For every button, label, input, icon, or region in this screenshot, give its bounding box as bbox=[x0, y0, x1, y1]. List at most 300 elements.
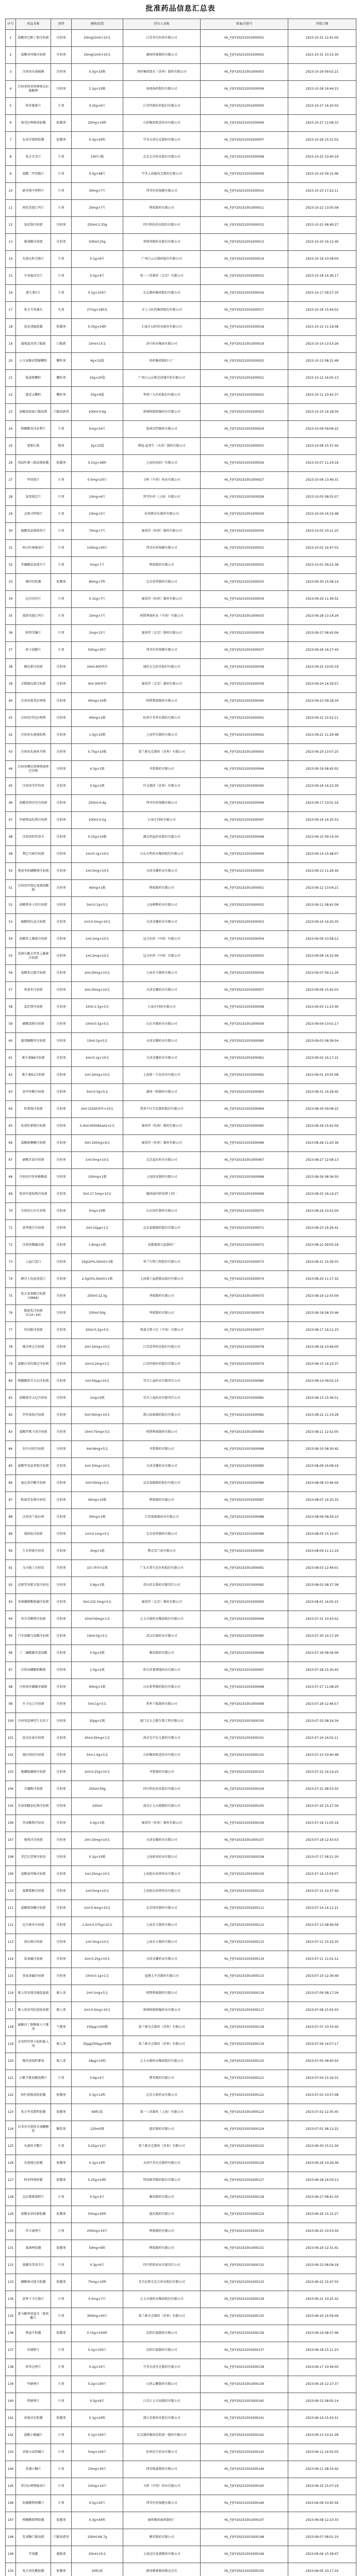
registration-number: HL_FJYY20231001000107 bbox=[201, 1832, 288, 1849]
drug-name: 桉柠蒎肠溶软胶囊 bbox=[16, 2087, 51, 2104]
holder-name: 哈药集团制药六厂 bbox=[123, 353, 201, 370]
spec-package: 0.75g×10瓶 bbox=[72, 744, 123, 761]
holder-name: 华瑞制药有限公司 bbox=[123, 1305, 201, 1322]
registration-number: HL_FJYY20231001000048 bbox=[201, 829, 288, 846]
table-row bbox=[6, 1628, 356, 1645]
spec-package: 2ml:0.5mg×10支 bbox=[72, 2002, 123, 2019]
holder-name: 惠氏制药有限公司 bbox=[123, 2206, 201, 2223]
approval-date: 2023-09-04 13:01:17 bbox=[288, 1016, 356, 1033]
table-row bbox=[6, 2206, 356, 2223]
dosage-form: 注射剂 bbox=[51, 1288, 72, 1305]
spec-package: 0.3g×6片 bbox=[72, 2257, 123, 2274]
row-number: 137 bbox=[6, 2342, 16, 2359]
holder-name: 辉瑞制药有限公司 bbox=[123, 1492, 201, 1509]
registration-number: HL_FJYY20231001000035 bbox=[201, 608, 288, 625]
row-number: 46 bbox=[6, 795, 16, 812]
drug-name: 注射用磷酸肌酸钠 bbox=[16, 1662, 51, 1679]
dosage-form: 片剂 bbox=[51, 285, 72, 302]
table-row bbox=[6, 387, 356, 404]
table-row bbox=[6, 591, 356, 608]
holder-name: 雅培制药有限公司 bbox=[123, 2189, 201, 2206]
holder-name: 宜昌人福药业有限责任公司 bbox=[123, 1390, 201, 1407]
row-number: 81 bbox=[6, 1390, 16, 1407]
spec-package: 1.5ml:0.375g×10支 bbox=[72, 1917, 123, 1934]
approval-date: 2023-08-18 08:33:46 bbox=[288, 1305, 356, 1322]
spec-package: 2ml:10μg×1支 bbox=[72, 1220, 123, 1237]
holder-name: 四川科伦药业股份有限公司 bbox=[123, 1781, 201, 1798]
drug-name: 右美沙芬愈创甘油醚糖浆 bbox=[16, 2121, 51, 2138]
drug-name: 复方甲氧那明胶囊 bbox=[16, 2104, 51, 2121]
approval-date: 2023-08-17 16:11:23 bbox=[288, 1322, 356, 1339]
dosage-form: 颗粒剂 bbox=[51, 370, 72, 387]
approval-date: 2023-09-19 08:45:02 bbox=[288, 761, 356, 778]
drug-name: 甲硝唑氯化钠注射液 bbox=[16, 812, 51, 829]
dosage-form: 注射剂 bbox=[51, 1713, 72, 1730]
registration-number: HL_FJYY20231001000100 bbox=[201, 1713, 288, 1730]
dosage-form: 片剂 bbox=[51, 2138, 72, 2155]
row-number: 88 bbox=[6, 1509, 16, 1526]
approval-date: 2023-09-28 13:14:29 bbox=[288, 608, 356, 625]
drug-name: 人血白蛋白 bbox=[16, 1254, 51, 1271]
holder-name: 正大天晴药业集团股份有限公司 bbox=[123, 1611, 201, 1628]
drug-name: 硫酸氢氯吡格雷片 bbox=[16, 523, 51, 540]
registration-number: HL_FJYY20231001000102 bbox=[201, 1747, 288, 1764]
holder-name: 拜耳医药（上海）有限公司 bbox=[123, 489, 201, 506]
row-number: 73 bbox=[6, 1254, 16, 1271]
table-row bbox=[6, 1815, 356, 1832]
drug-name: 板蓝根颗粒 bbox=[16, 370, 51, 387]
approval-date: 2023-10-22 13:05:58 bbox=[288, 200, 356, 217]
row-number: 146 bbox=[6, 2495, 16, 2512]
registration-number: HL_FJYY20231001000136 bbox=[201, 2325, 288, 2342]
approval-date: 2023-10-03 10:11:25 bbox=[288, 523, 356, 540]
dosage-form: 注射剂 bbox=[51, 1084, 72, 1101]
table-row bbox=[6, 1509, 356, 1526]
table-row bbox=[6, 47, 356, 64]
row-number: 74 bbox=[6, 1271, 16, 1288]
registration-number: HL_FJYY20231001000006 bbox=[201, 115, 288, 132]
approval-date: 2023-07-01 08:13:22 bbox=[288, 2121, 356, 2138]
registration-number: HL_FJYY20231001000013 bbox=[201, 234, 288, 251]
holder-name: 北京泰德制药股份有限公司 bbox=[123, 1475, 201, 1492]
row-number: 124 bbox=[6, 2121, 16, 2138]
approval-date: 2023-07-29 08:56:06 bbox=[288, 1645, 356, 1662]
holder-name: 西安杨森制药有限公司 bbox=[123, 2461, 201, 2478]
dosage-form: 胶囊剂 bbox=[51, 2172, 72, 2189]
holder-name: 江苏恒瑞医药股份有限公司 bbox=[123, 98, 201, 115]
dosage-form: 胶囊剂 bbox=[51, 2410, 72, 2427]
holder-name: 辉瑞制药有限公司 bbox=[123, 200, 201, 217]
approval-date: 2023-09-21 11:29:48 bbox=[288, 727, 356, 744]
table-row bbox=[6, 540, 356, 557]
holder-name: 杭州默沙东制药有限公司 bbox=[123, 506, 201, 523]
spec-package: 0.1g×10粒 bbox=[72, 2155, 123, 2172]
approval-date: 2023-07-03 10:57:08 bbox=[288, 2087, 356, 2104]
row-number: 60 bbox=[6, 1033, 16, 1050]
spec-package: 0.5g×20片 bbox=[72, 2495, 123, 2512]
holder-name: 德国威玛舒培博士药厂 bbox=[123, 1186, 201, 1203]
spec-package: 0.4ml:4000AXaIU×2支 bbox=[72, 1118, 123, 1135]
table-row bbox=[6, 2138, 356, 2155]
registration-number: HL_FJYY20231001000004 bbox=[201, 81, 288, 98]
row-number: 1 bbox=[6, 30, 16, 47]
registration-number: HL_FJYY20231001000113 bbox=[201, 1934, 288, 1951]
holder-name: 珠海联邦制药股份有限公司 bbox=[123, 2172, 201, 2189]
approval-date: 2023-07-02 12:35:45 bbox=[288, 2104, 356, 2121]
holder-name: 江苏恒瑞医药股份有限公司 bbox=[123, 1356, 201, 1373]
approval-date: 2023-06-14 15:43:51 bbox=[288, 2410, 356, 2427]
row-number: 118 bbox=[6, 2019, 16, 2036]
row-number: 110 bbox=[6, 1883, 16, 1900]
drug-name: 盐酸罗哌卡因注射液 bbox=[16, 1424, 51, 1441]
row-number: 58 bbox=[6, 999, 16, 1016]
registration-number: HL_FJYY20231001000103 bbox=[201, 1764, 288, 1781]
drug-name: 盐酸莫西沙星注射液 bbox=[16, 795, 51, 812]
spec-package: 20mg×7片 bbox=[72, 200, 123, 217]
row-number: 6 bbox=[6, 115, 16, 132]
row-number: 59 bbox=[6, 1016, 16, 1033]
drug-name: 碳酸氢钠注射液 bbox=[16, 1016, 51, 1033]
approval-date: 2023-07-05 08:45:54 bbox=[288, 2053, 356, 2070]
table-row bbox=[6, 2308, 356, 2325]
drug-name: 葡萄糖注射液 bbox=[16, 234, 51, 251]
row-number: 143 bbox=[6, 2444, 16, 2461]
registration-number: HL_FJYY20231001000131 bbox=[201, 2240, 288, 2257]
table-row bbox=[6, 1339, 356, 1356]
registration-number: HL_FJYY20231001000118 bbox=[201, 2019, 288, 2036]
approval-date: 2023-07-21 08:53:02 bbox=[288, 1781, 356, 1798]
dosage-form: 注射剂 bbox=[51, 30, 72, 47]
dosage-form: 注射剂 bbox=[51, 1730, 72, 1747]
row-number: 12 bbox=[6, 217, 16, 234]
table-row bbox=[6, 2189, 356, 2206]
dosage-form: 注射剂 bbox=[51, 1271, 72, 1288]
drug-name: 奥拉西坦注射液 bbox=[16, 1747, 51, 1764]
drug-name: 注射用哌拉西林钠他唑巴坦钠 bbox=[16, 761, 51, 778]
spec-package: 1.2g×10瓶 bbox=[72, 81, 123, 98]
drug-name: 苯巴比妥钠注射用 bbox=[16, 1849, 51, 1866]
spec-package: 100μg×200揿 bbox=[72, 2019, 123, 2036]
dosage-form: 吸入剂 bbox=[51, 1985, 72, 2002]
drug-name: 硫酸沙丁胺醇吸入气雾剂 bbox=[16, 2019, 51, 2036]
drug-name: 氟康唑胶囊 bbox=[16, 2240, 51, 2257]
registration-number: HL_FJYY20231001000096 bbox=[201, 1645, 288, 1662]
registration-number: HL_FJYY20231001000060 bbox=[201, 1033, 288, 1050]
table-row bbox=[6, 115, 356, 132]
table-row bbox=[6, 1900, 356, 1917]
dosage-form: 胶囊剂 bbox=[51, 2325, 72, 2342]
holder-name: 常州兰陵制药有限公司 bbox=[123, 1696, 201, 1713]
holder-name: 天津金耀药业有限公司 bbox=[123, 914, 201, 931]
approval-date: 2023-06-12 14:55:05 bbox=[288, 2444, 356, 2461]
row-number: 30 bbox=[6, 523, 16, 540]
row-number: 27 bbox=[6, 472, 16, 489]
approval-date: 2023-09-03 08:39:54 bbox=[288, 1033, 356, 1050]
holder-name: 葛兰素史克制药（苏州）有限公司 bbox=[123, 2036, 201, 2053]
dosage-form: 气雾剂 bbox=[51, 2019, 72, 2036]
table-row bbox=[6, 81, 356, 98]
drug-name: 重酒石酸去甲肾上腺素注射液 bbox=[16, 948, 51, 965]
row-number: 86 bbox=[6, 1475, 16, 1492]
table-row bbox=[6, 744, 356, 761]
row-number: 144 bbox=[6, 2461, 16, 2478]
drug-name: 乳果糖口服溶液 bbox=[16, 2529, 51, 2546]
registration-number: HL_FJYY20231001000111 bbox=[201, 1900, 288, 1917]
approval-date: 2023-08-13 15:36:51 bbox=[288, 1390, 356, 1407]
holder-name: 北京诺华制药有限公司 bbox=[123, 1526, 201, 1543]
holder-name: 上海第一生化药业有限公司 bbox=[123, 1067, 201, 1084]
approval-date: 2023-09-22 15:52:11 bbox=[288, 710, 356, 727]
spec-package: 250ml bbox=[72, 1798, 123, 1815]
row-number: 94 bbox=[6, 1611, 16, 1628]
approval-date: 2023-10-04 16:33:48 bbox=[288, 506, 356, 523]
spec-package: 40mg×10瓶 bbox=[72, 693, 123, 710]
holder-name: 勃林格殷格翰药业有限公司 bbox=[123, 404, 201, 421]
holder-name: 中美天津史克制药有限公司 bbox=[123, 132, 201, 149]
dosage-form: 注射剂 bbox=[51, 1305, 72, 1322]
row-number: 149 bbox=[6, 2546, 16, 2563]
dosage-form: 注射剂 bbox=[51, 812, 72, 829]
dosage-form: 注射剂 bbox=[51, 999, 72, 1016]
holder-name: 江苏正大丰海制药有限公司 bbox=[123, 2393, 201, 2410]
holder-name: 上海朝晖药业有限公司 bbox=[123, 897, 201, 914]
holder-name: 雅培制药有限公司 bbox=[123, 2529, 201, 2546]
row-number: 39 bbox=[6, 676, 16, 693]
spec-package: 0.25g×10瓶 bbox=[72, 829, 123, 846]
approval-date: 2023-06-09 10:45:56 bbox=[288, 2495, 356, 2512]
approval-date: 2023-08-26 08:36:50 bbox=[288, 1169, 356, 1186]
approval-date: 2023-10-21 08:49:27 bbox=[288, 217, 356, 234]
approval-date: 2023-06-24 12:31:41 bbox=[288, 2240, 356, 2257]
drug-name: 盐酸瑞芬太尼注射用 bbox=[16, 1390, 51, 1407]
registration-number: HL_FJYY20231001000019 bbox=[201, 336, 288, 353]
table-row bbox=[6, 1203, 356, 1220]
approval-date: 2023-09-16 14:35:53 bbox=[288, 812, 356, 829]
spec-package: 0.4g×1瓶 bbox=[72, 1815, 123, 1832]
registration-number: HL_FJYY20231001000023 bbox=[201, 404, 288, 421]
approval-date: 2023-07-20 15:27:39 bbox=[288, 1798, 356, 1815]
table-row bbox=[6, 965, 356, 982]
table-row bbox=[6, 2427, 356, 2444]
holder-name: 中美天津史克制药有限公司 bbox=[123, 2359, 201, 2376]
row-number: 95 bbox=[6, 1628, 16, 1645]
registration-number: HL_FJYY20231001000126 bbox=[201, 2155, 288, 2172]
registration-number: HL_FJYY20231001000047 bbox=[201, 812, 288, 829]
row-number: 132 bbox=[6, 2257, 16, 2274]
dosage-form: 注射剂 bbox=[51, 1832, 72, 1849]
registration-number: HL_FJYY20231001000039 bbox=[201, 676, 288, 693]
table-row bbox=[6, 1594, 356, 1611]
table-row bbox=[6, 1390, 356, 1407]
approval-date: 2023-10-06 13:49:31 bbox=[288, 472, 356, 489]
spec-package: 90mg×1瓶 bbox=[72, 1679, 123, 1696]
spec-package: 2.5g(5%,50ml)×1瓶 bbox=[72, 1271, 123, 1288]
table-row bbox=[6, 948, 356, 965]
drug-name: 脂肪乳注射液(C14~24) bbox=[16, 1305, 51, 1322]
holder-name: 远大医药（中国）有限公司 bbox=[123, 931, 201, 948]
row-number: 43 bbox=[6, 744, 16, 761]
registration-number: HL_FJYY20231001000012 bbox=[201, 217, 288, 234]
holder-name: 东北制药集团沈阳第一制药有限公司 bbox=[123, 2427, 201, 2444]
dosage-form: 胶囊剂 bbox=[51, 574, 72, 591]
approval-date: 2023-06-18 15:11:23 bbox=[288, 2342, 356, 2359]
spec-package: 40mg×10瓶 bbox=[72, 1492, 123, 1509]
row-number: 9 bbox=[6, 166, 16, 183]
spec-package: 5mg×24片 bbox=[72, 421, 123, 438]
holder-name: 葛兰素史克制药（苏州）有限公司 bbox=[123, 2019, 201, 2036]
approval-date: 2023-07-12 15:23:35 bbox=[288, 1934, 356, 1951]
dosage-form: 片剂 bbox=[51, 183, 72, 200]
registration-number: HL_FJYY20231001000127 bbox=[201, 2172, 288, 2189]
spec-package: 0.5g×1瓶 bbox=[72, 778, 123, 795]
spec-package: 0.5g×8片 bbox=[72, 2393, 123, 2410]
registration-number: HL_FJYY20231001000020 bbox=[201, 353, 288, 370]
drug-name: 头孢克肟分散片 bbox=[16, 251, 51, 268]
dosage-form: 注射剂 bbox=[51, 64, 72, 81]
drug-name: 奥美拉唑肠溶胶囊 bbox=[16, 115, 51, 132]
approval-date: 2023-08-15 14:23:37 bbox=[288, 1356, 356, 1373]
approval-date: 2023-10-12 16:05:13 bbox=[288, 370, 356, 387]
dosage-form: 注射剂 bbox=[51, 1186, 72, 1203]
approval-date: 2023-08-11 12:52:05 bbox=[288, 1424, 356, 1441]
dosage-form: 胶囊剂 bbox=[51, 455, 72, 472]
dosage-form: 吸入剂 bbox=[51, 2002, 72, 2019]
registration-number: HL_FJYY20231001000091 bbox=[201, 1560, 288, 1577]
table-row bbox=[6, 2546, 356, 2563]
dosage-form: 注射剂 bbox=[51, 1441, 72, 1458]
dosage-form: 片剂 bbox=[51, 642, 72, 659]
dosage-form: 注射剂 bbox=[51, 795, 72, 812]
registration-number: HL_FJYY20231001000022 bbox=[201, 387, 288, 404]
registration-number: HL_FJYY20231001000009 bbox=[201, 166, 288, 183]
table-row bbox=[6, 1424, 356, 1441]
drug-name: 多烯磷脂酰胆碱注射液 bbox=[16, 1594, 51, 1611]
row-number: 129 bbox=[6, 2206, 16, 2223]
spec-package: 20μg×1瓶 bbox=[72, 1713, 123, 1730]
dosage-form: 片剂 bbox=[51, 625, 72, 642]
holder-name: 重庆药友制药有限责任公司 bbox=[123, 1577, 201, 1594]
dosage-form: 注射剂 bbox=[51, 1033, 72, 1050]
drug-name: 利巴韦林注射液 bbox=[16, 846, 51, 863]
registration-number: HL_FJYY20231001000109 bbox=[201, 1866, 288, 1883]
row-number: 142 bbox=[6, 2427, 16, 2444]
drug-name: 丙戊酸钠注射用 bbox=[16, 1815, 51, 1832]
holder-name: 广州白云山制药股份有限公司 bbox=[123, 251, 201, 268]
drug-name: 消旋山莨菪碱片 bbox=[16, 2444, 51, 2461]
registration-number: HL_FJYY20231001000044 bbox=[201, 761, 288, 778]
holder-name: 博福-益普生（天津）制药有限公司 bbox=[123, 438, 201, 455]
table-row bbox=[6, 1934, 356, 1951]
table-row bbox=[6, 1407, 356, 1424]
table-row bbox=[6, 302, 356, 319]
table-row bbox=[6, 710, 356, 727]
spec-package: 10万单位×1瓶 bbox=[72, 1560, 123, 1577]
registration-number: HL_FJYY20231001000134 bbox=[201, 2291, 288, 2308]
registration-number: HL_FJYY20231001000145 bbox=[201, 2478, 288, 2495]
row-number: 28 bbox=[6, 489, 16, 506]
table-row bbox=[6, 1441, 356, 1458]
holder-name: 厦门北大之路生物工程有限公司 bbox=[123, 1713, 201, 1730]
holder-name: 阿斯利康制药有限公司 bbox=[123, 1985, 201, 2002]
drug-name: 伏立康唑片 bbox=[16, 2223, 51, 2240]
drug-name: 氯雷他定片 bbox=[16, 489, 51, 506]
row-number: 36 bbox=[6, 625, 16, 642]
spec-package: 100ml:0.5g bbox=[72, 812, 123, 829]
spec-package: 18μg×10粒 bbox=[72, 2053, 123, 2070]
drug-name: 头孢呋辛酯片 bbox=[16, 2138, 51, 2155]
drug-name: 葡萄糖酸钙注射液 bbox=[16, 1033, 51, 1050]
approval-date: 2023-09-30 15:58:14 bbox=[288, 574, 356, 591]
drug-name: 复方丹参滴丸 bbox=[16, 302, 51, 319]
spec-package: 1ml:25mg×10支 bbox=[72, 1866, 123, 1883]
drug-name: 氨茶碱注射液 bbox=[16, 1951, 51, 1968]
approval-date: 2023-09-29 11:36:52 bbox=[288, 591, 356, 608]
holder-name: 四川明欣药业有限责任公司 bbox=[123, 2257, 201, 2274]
holder-name: 第一三共制药（北京）有限公司 bbox=[123, 268, 201, 285]
spec-package: 1.6mg×1瓶 bbox=[72, 1237, 123, 1254]
spec-package: 10ml:1.5g×5支 bbox=[72, 999, 123, 1016]
spec-package: 5ml:232.5mg×5支 bbox=[72, 1594, 123, 1611]
holder-name: 卫材（中国）药业有限公司 bbox=[123, 2478, 201, 2495]
row-number: 51 bbox=[6, 880, 16, 897]
row-number: 89 bbox=[6, 1526, 16, 1543]
holder-name: 北京太洋药业股份有限公司 bbox=[123, 149, 201, 166]
row-number: 35 bbox=[6, 608, 16, 625]
registration-number: HL_FJYY20231001000139 bbox=[201, 2376, 288, 2393]
table-row bbox=[6, 2070, 356, 2087]
spec-package: 5ml:1.0g×5支 bbox=[72, 1747, 123, 1764]
table-row bbox=[6, 1560, 356, 1577]
row-number: 91 bbox=[6, 1560, 16, 1577]
dosage-form: 注射剂 bbox=[51, 1509, 72, 1526]
holder-name: 海南海药股份有限公司 bbox=[123, 81, 201, 98]
table-row bbox=[6, 676, 356, 693]
dosage-form: 片剂 bbox=[51, 2444, 72, 2461]
approval-date: 2023-10-31 10:15:30 bbox=[288, 47, 356, 64]
dosage-form: 注射剂 bbox=[51, 81, 72, 98]
dosage-form: 片剂 bbox=[51, 2223, 72, 2240]
approval-date: 2023-10-10 14:18:59 bbox=[288, 404, 356, 421]
dosage-form: 注射剂 bbox=[51, 1917, 72, 1934]
holder-name: 国药集团致君（苏州）制药有限公司 bbox=[123, 64, 201, 81]
registration-number: HL_FJYY20231001000115 bbox=[201, 1968, 288, 1985]
table-row bbox=[6, 2478, 356, 2495]
dosage-form: 片剂 bbox=[51, 540, 72, 557]
row-number: 103 bbox=[6, 1764, 16, 1781]
dosage-form: 片剂 bbox=[51, 2376, 72, 2393]
registration-number: HL_FJYY20231001000099 bbox=[201, 1696, 288, 1713]
dosage-form: 胶囊剂 bbox=[51, 2104, 72, 2121]
dosage-form: 注射剂 bbox=[51, 1169, 72, 1186]
approval-date: 2023-09-25 10:05:19 bbox=[288, 659, 356, 676]
spec-package: 2ml:0.1g×10支 bbox=[72, 1050, 123, 1067]
spec-package: 10g(20%,50ml)×1瓶 bbox=[72, 1254, 123, 1271]
holder-name: 赛诺菲（北京）制药有限公司 bbox=[123, 1594, 201, 1611]
dosage-form: 胶囊剂 bbox=[51, 115, 72, 132]
table-row bbox=[6, 1798, 356, 1815]
drug-name: 吸入用布地奈德混悬液 bbox=[16, 1985, 51, 2002]
drug-name: 盐酸多巴胺注射液 bbox=[16, 965, 51, 982]
holder-name: 天津金耀药业有限公司 bbox=[123, 1458, 201, 1475]
table-row bbox=[6, 200, 356, 217]
spec-package: 0.1g×10瓶 bbox=[72, 1849, 123, 1866]
dosage-form: 注射剂 bbox=[51, 1220, 72, 1237]
holder-name: 江苏恩华药业股份有限公司 bbox=[123, 1339, 201, 1356]
table-row bbox=[6, 319, 356, 336]
dosage-form: 丸剂 bbox=[51, 302, 72, 319]
drug-name: 替硝唑片 bbox=[16, 2393, 51, 2410]
approval-date: 2023-06-17 10:49:00 bbox=[288, 2359, 356, 2376]
